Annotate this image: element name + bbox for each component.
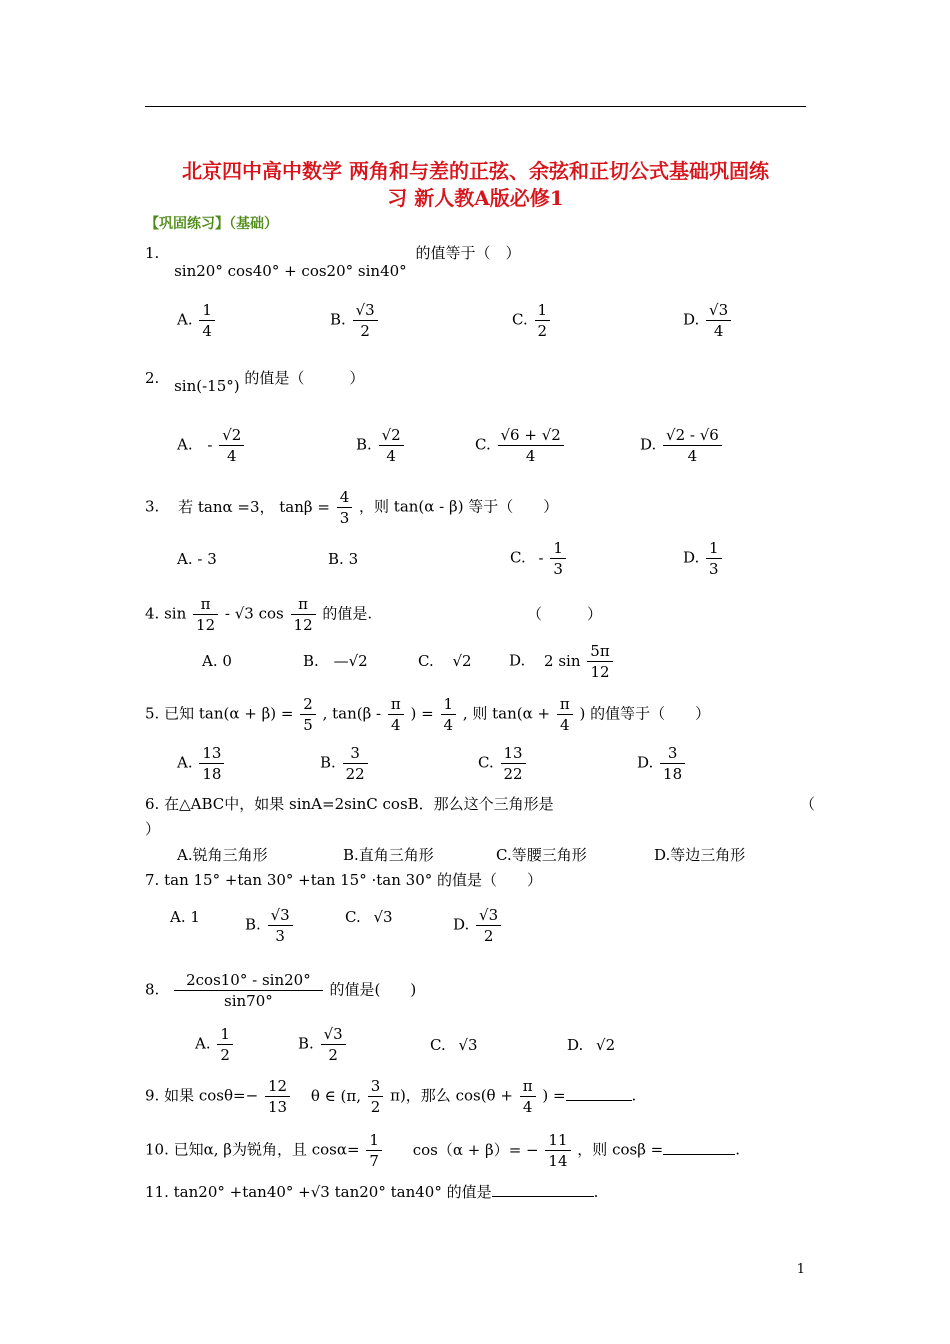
fraction: [476, 905, 501, 946]
fraction: [557, 694, 573, 735]
q6-paren-close: ）: [145, 820, 161, 838]
math-text: 18: [663, 765, 683, 783]
fraction: [587, 641, 612, 682]
question-11: 11. tan20° +tan40° +√3 tan20° tan40° 的值是 .: [145, 1183, 599, 1201]
question-7: [145, 869, 542, 890]
math-text: C.: [418, 652, 434, 670]
q3-option-d: [683, 538, 724, 579]
math-text: 14: [548, 1152, 568, 1170]
fraction: [291, 594, 316, 635]
math-text: D.: [453, 915, 470, 934]
fraction: [706, 538, 722, 579]
math-text: A.: [177, 846, 193, 864]
fraction: [199, 300, 215, 341]
math-text: 12: [265, 1076, 290, 1097]
math-text: 10.: [145, 1140, 169, 1159]
math-text: 4: [227, 447, 237, 465]
math-text: D.: [509, 651, 526, 670]
answer-blank[interactable]: [663, 1154, 735, 1155]
math-text: B.: [330, 310, 346, 329]
math-text: A.: [195, 1034, 211, 1053]
q7-option-b: [245, 905, 295, 946]
page-number: 1: [796, 1262, 805, 1277]
math-text: B.: [303, 652, 319, 670]
math-text: 锐角三角形: [192, 846, 268, 864]
math-text: D.: [640, 435, 657, 454]
math-text: 2: [360, 322, 370, 340]
math-text: √3: [458, 1036, 478, 1054]
math-text: D.: [683, 310, 700, 329]
math-text: A.: [177, 550, 193, 568]
q8-option-d: [567, 1036, 615, 1054]
math-text: 2: [537, 322, 548, 340]
title-line-1: 北京四中高中数学 两角和与差的正弦、余弦和正切公式基础巩固练: [182, 159, 769, 183]
math-text: 4: [202, 322, 212, 340]
math-text: 2: [370, 1098, 381, 1116]
math-text: 等边三角形: [670, 846, 746, 864]
math-text: D.: [683, 548, 700, 567]
math-text: C.: [478, 753, 494, 772]
math-text: B.: [298, 1034, 314, 1053]
math-text: 5.: [145, 704, 160, 723]
math-text: √2: [596, 1036, 616, 1054]
math-text: - 3: [197, 550, 217, 568]
fraction: [268, 905, 293, 946]
math-text: 1: [217, 1024, 233, 1045]
math-text: π: [291, 594, 316, 615]
math-text: 1: [366, 1130, 382, 1151]
q7-option-a: [170, 908, 200, 926]
math-text: A.: [177, 753, 193, 772]
math-text: √2: [452, 652, 472, 670]
question-5: [145, 694, 710, 735]
fraction: [174, 970, 323, 1011]
math-text: D.: [654, 846, 671, 864]
math-text: √2: [219, 425, 244, 446]
math-text: 2: [220, 1046, 230, 1064]
math-text: 2: [328, 1046, 338, 1064]
question-3: [145, 487, 558, 528]
fraction: [379, 425, 404, 466]
q1-option-c: [512, 300, 552, 341]
math-text: -: [538, 548, 544, 567]
math-text: π: [388, 694, 404, 715]
q5-option-b: [320, 743, 370, 784]
q4-option-b: [303, 652, 368, 670]
math-text: 11: [545, 1130, 570, 1151]
q2-option-c: [475, 425, 566, 466]
document-title: [145, 158, 806, 212]
math-text: π: [193, 594, 218, 615]
title-line-2: 习 新人教A版必修1: [387, 186, 564, 210]
math-text: , 则 tan(α +: [462, 704, 551, 723]
fraction: [663, 425, 722, 466]
math-text: 8.: [145, 980, 160, 999]
math-text: 1: [199, 300, 215, 321]
math-text: cos（α + β）= −: [412, 1140, 539, 1159]
answer-blank[interactable]: [566, 1100, 632, 1101]
math-text: 11.: [145, 1183, 169, 1201]
math-text: ) 的值等于（ ）: [579, 704, 711, 723]
math-text: ) =: [542, 1086, 566, 1105]
math-text: 直角三角形: [358, 846, 434, 864]
fraction: [441, 694, 457, 735]
fraction: [368, 1076, 384, 1117]
math-text: —√2: [333, 652, 368, 670]
fraction: [498, 425, 564, 466]
q8-option-c: [430, 1036, 478, 1054]
math-text: （ ）: [526, 604, 602, 623]
math-text: 3: [339, 509, 350, 527]
question-2: [145, 367, 365, 395]
math-text: 4: [525, 447, 536, 465]
math-text: 7: [369, 1152, 379, 1170]
q6-option-b: [343, 844, 434, 865]
math-text: 9.: [145, 1086, 160, 1105]
fraction: [545, 1130, 570, 1171]
fraction: [343, 743, 368, 784]
math-text: √3: [373, 908, 393, 926]
math-text: C.: [512, 310, 528, 329]
math-text: 在△ABC中，如果 sinA=2sinC cosB．那么这个三角形是: [164, 795, 554, 813]
math-text: 的值是（ ）: [244, 369, 365, 387]
math-text: 13: [501, 743, 526, 764]
math-text: B.: [356, 435, 372, 454]
question-8: [145, 970, 416, 1011]
math-text: √2: [379, 425, 404, 446]
q6-option-c: [496, 844, 587, 865]
question-expression: sin20° cos40° + cos20° sin40°: [174, 262, 407, 280]
question-10: 10. 已知α, β为锐角，且 cosα= $\frac{1}{7}$ cos（α + β）= − $\frac{11}{14}$ ，则 cosβ = .: [145, 1131, 740, 1170]
fraction: [219, 425, 244, 466]
math-text: B.: [328, 550, 344, 568]
math-text: 4: [386, 447, 396, 465]
math-text: 1: [190, 908, 200, 926]
math-text: √3: [353, 300, 378, 321]
math-text: tan20° +tan40° +√3 tan20° tan40° 的值是: [173, 1183, 492, 1201]
q3-option-c: [510, 538, 568, 579]
fraction: [199, 743, 224, 784]
fraction: [366, 1130, 382, 1171]
math-text: - √3 cos: [224, 604, 284, 623]
q1-option-d: [683, 300, 733, 341]
fraction: [337, 487, 353, 528]
math-text: ，则 tan(α - β) 等于（ ）: [359, 497, 559, 516]
math-text: 1: [441, 694, 457, 715]
fraction: [535, 300, 551, 341]
math-text: A.: [177, 310, 193, 329]
fraction: [660, 743, 685, 784]
question-number: 1.: [145, 244, 160, 262]
q3-option-b: [328, 550, 358, 568]
fraction: [353, 300, 378, 341]
math-text: 13: [267, 1098, 288, 1116]
math-text: 4: [560, 716, 570, 734]
math-text: , tan(β -: [322, 704, 382, 723]
math-text: C.: [430, 1036, 446, 1054]
math-text: √3: [321, 1024, 346, 1045]
math-text: √3: [268, 905, 293, 926]
math-text: 22: [503, 765, 523, 783]
math-text: 已知 tan(α + β) =: [164, 704, 294, 723]
math-text: 等腰三角形: [511, 846, 587, 864]
math-text: 7.: [145, 871, 160, 889]
q5-option-a: [177, 743, 226, 784]
q1-option-b: [330, 300, 380, 341]
fraction: [265, 1076, 290, 1117]
fraction: [550, 538, 566, 579]
math-text: 4: [391, 716, 401, 734]
q8-option-a: [195, 1024, 235, 1065]
q5-option-c: [478, 743, 528, 784]
math-text: 2cos10° - sin20°: [174, 970, 323, 991]
math-text: 4: [337, 487, 353, 508]
math-text: 4.: [145, 604, 160, 623]
math-text: 3.: [145, 497, 160, 516]
q2-option-b: [356, 425, 406, 466]
math-text: 的值是( ): [329, 980, 417, 999]
math-text: B.: [320, 753, 336, 772]
math-text: 22: [345, 765, 365, 783]
q4-option-c: [418, 652, 472, 670]
math-text: A.: [177, 435, 193, 454]
math-text: 已知α, β为锐角，且 cosα=: [173, 1140, 360, 1159]
header-rule: [145, 106, 806, 107]
math-text: 1: [706, 538, 722, 559]
math-text: B.: [343, 846, 359, 864]
question-1: [145, 242, 521, 280]
q6-option-d: [654, 844, 745, 865]
math-text: 2: [300, 694, 316, 715]
math-text: 3: [275, 927, 285, 945]
math-text: B.: [245, 915, 261, 934]
math-text: 0: [222, 652, 232, 670]
math-text: 3: [368, 1076, 384, 1097]
q2-option-d: [640, 425, 724, 466]
math-text: 2 sin: [544, 651, 581, 670]
math-text: ，则 cosβ =: [577, 1140, 664, 1159]
q7-option-d: [453, 905, 503, 946]
math-text: sin70°: [224, 992, 273, 1010]
math-text: 18: [202, 765, 222, 783]
math-text: D.: [637, 753, 654, 772]
math-text: tan 15° +tan 30° +tan 15° ·tan 30° 的值是（ ）: [164, 871, 543, 889]
q2-option-a: [177, 425, 246, 466]
math-text: sin: [164, 604, 187, 623]
math-text: √2 - √6: [663, 425, 722, 446]
math-text: π: [520, 1076, 536, 1097]
question-9: 9. 如果 cosθ=− $\frac{12}{13}$ θ ∈ (π, $\frac{3}{2}$ π)，那么 cos(θ + $\frac{\pi}{4}$ ) = .: [145, 1077, 637, 1116]
math-text: 4: [713, 322, 724, 340]
question-4: [145, 594, 602, 635]
fraction: [217, 1024, 233, 1065]
fraction: [520, 1076, 536, 1117]
math-text: 13: [199, 743, 224, 764]
question-suffix: 的值等于（ ）: [415, 244, 521, 262]
math-text: 2.: [145, 369, 160, 387]
math-text: 4: [687, 447, 698, 465]
q3-option-a: [177, 550, 217, 568]
math-text: C.: [345, 908, 361, 926]
math-text: π: [557, 694, 573, 715]
math-text: 12: [590, 663, 610, 681]
q8-option-b: [298, 1024, 348, 1065]
math-text: 如果 cosθ=−: [164, 1086, 259, 1105]
math-text: ) =: [410, 704, 434, 723]
math-text: 的值是.: [322, 604, 373, 623]
math-text: 4: [443, 716, 454, 734]
math-text: 4: [522, 1098, 533, 1116]
math-text: 3: [553, 560, 563, 578]
math-text: 5: [303, 716, 313, 734]
math-text: D.: [567, 1036, 584, 1054]
math-text: A.: [202, 652, 218, 670]
math-text: C.: [496, 846, 512, 864]
math-text: 6.: [145, 795, 160, 813]
fraction: [321, 1024, 346, 1065]
math-text: 2: [483, 927, 494, 945]
math-text: C.: [475, 435, 491, 454]
fraction: [193, 594, 218, 635]
math-text: θ ∈ (π,: [310, 1086, 361, 1105]
math-text: sin(-15°): [174, 377, 240, 395]
fraction: [388, 694, 404, 735]
math-text: 12: [196, 616, 216, 634]
math-text: √3: [706, 300, 731, 321]
section-heading: 【巩固练习】（基础）: [145, 216, 278, 232]
math-text: 1: [535, 300, 551, 321]
q4-option-d: [509, 641, 615, 682]
fraction: [501, 743, 526, 784]
question-6: [145, 793, 554, 814]
math-text: 3: [660, 743, 685, 764]
math-text: 1: [550, 538, 566, 559]
answer-blank[interactable]: [492, 1196, 594, 1197]
math-text: 12: [293, 616, 313, 634]
fraction: [706, 300, 731, 341]
math-text: √6 + √2: [498, 425, 564, 446]
q4-option-a: [202, 652, 232, 670]
fraction: [300, 694, 316, 735]
math-text: 3: [348, 550, 359, 568]
q6-option-a: [177, 844, 268, 865]
math-text: -: [207, 435, 213, 454]
math-text: √3: [476, 905, 501, 926]
q6-paren-open: （: [800, 795, 816, 813]
q1-option-a: [177, 300, 217, 341]
q7-option-c: [345, 908, 393, 926]
q5-option-d: [637, 743, 687, 784]
math-text: 若 tanα =3， tanβ =: [178, 497, 330, 516]
math-text: A.: [170, 908, 186, 926]
math-text: 3: [709, 560, 719, 578]
math-text: C.: [510, 548, 526, 567]
math-text: 5π: [587, 641, 612, 662]
math-text: π)，那么 cos(θ +: [390, 1086, 513, 1105]
math-text: 3: [343, 743, 368, 764]
